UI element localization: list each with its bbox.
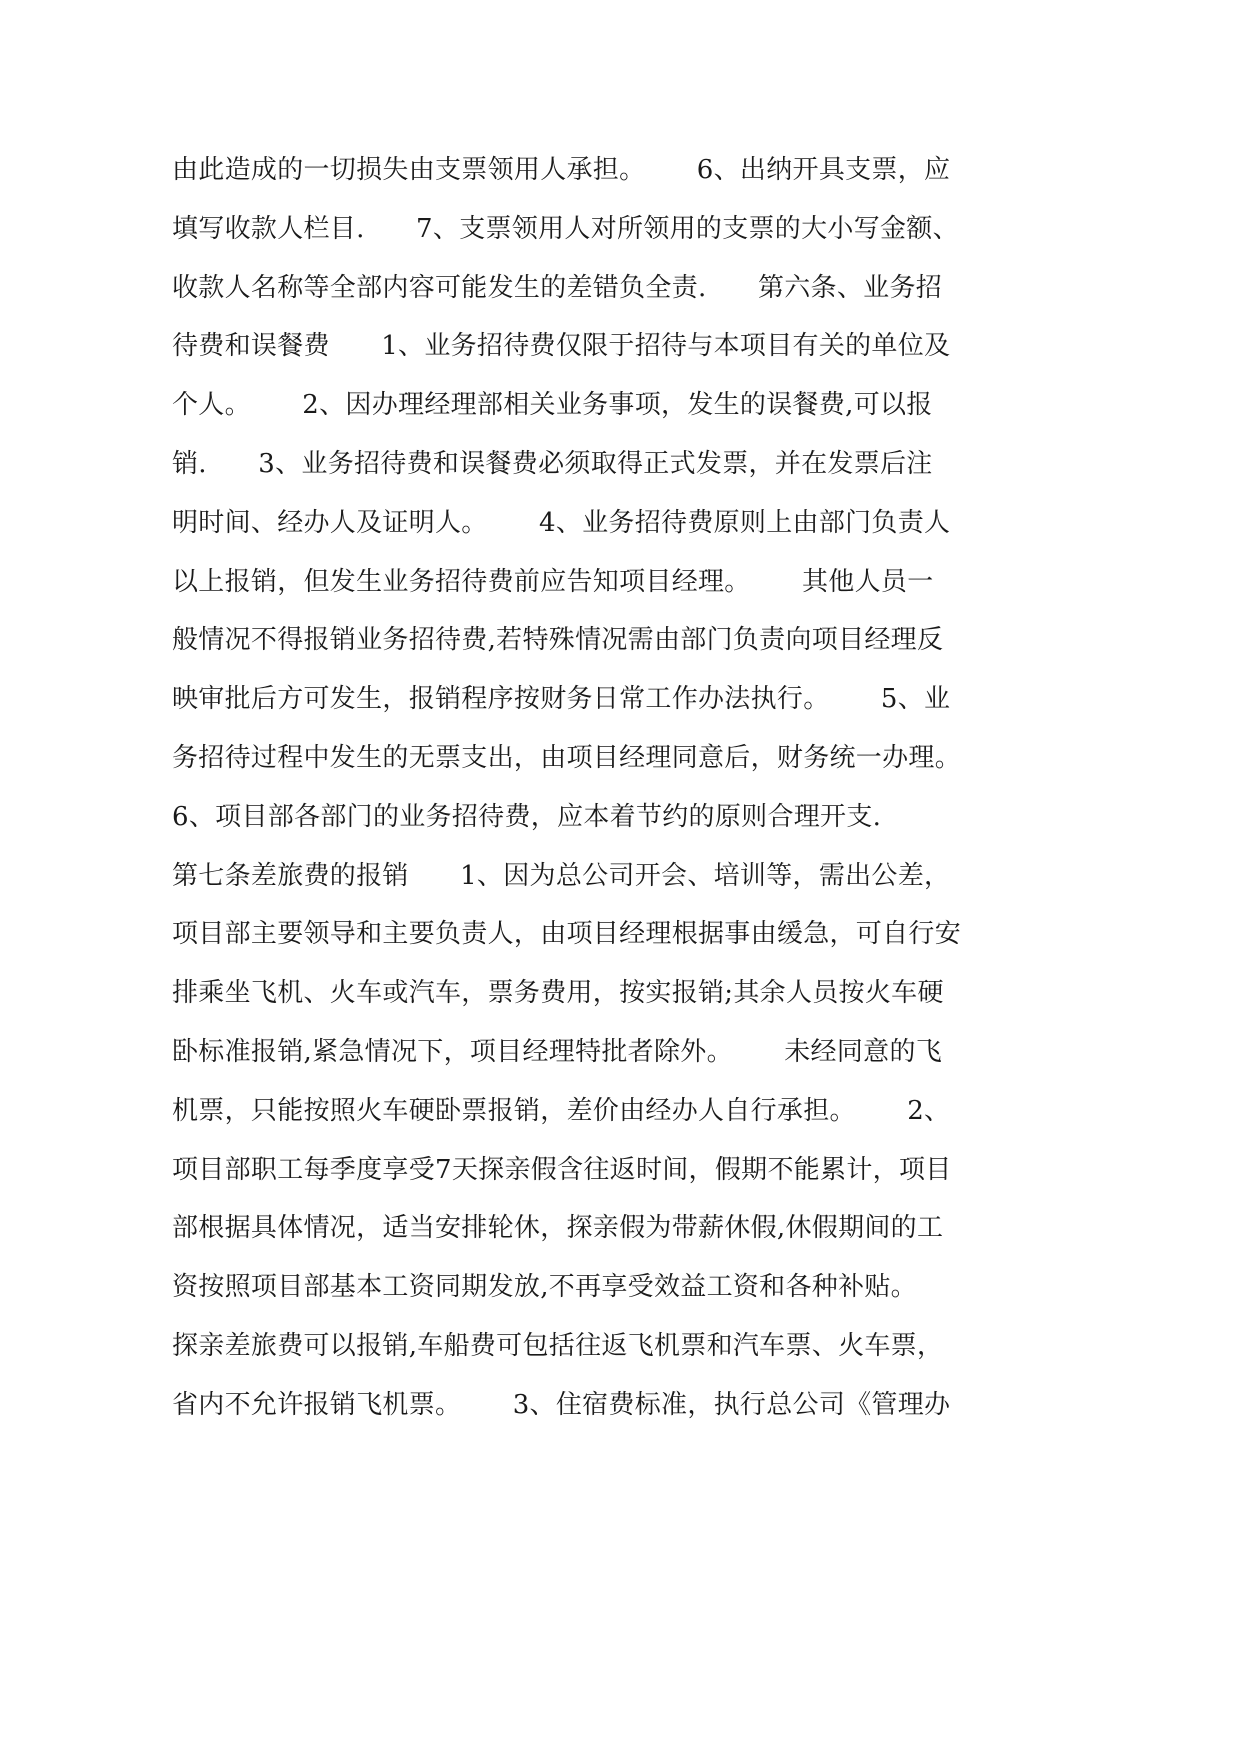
text-line: 项目部主要领导和主要负责人，由项目经理根据事由缓急，可自行安 xyxy=(172,919,962,950)
text-line: 项目部职工每季度享受7天探亲假含往返时间，假期不能累计，项目 xyxy=(172,1154,952,1185)
text-line: 般情况不得报销业务招待费,若特殊情况需由部门负责向项目经理反 xyxy=(172,625,944,656)
text-line: 排乘坐飞机、火车或汽车，票务费用，按实报销;其余人员按火车硬 xyxy=(172,978,944,1009)
text-line: 以上报销，但发生业务招待费前应告知项目经理。 其他人员一 xyxy=(172,566,934,597)
text-line: 资按照项目部基本工资同期发放,不再享受效益工资和各种补贴。 xyxy=(172,1272,917,1303)
text-line: 第七条差旅费的报销 1、因为总公司开会、培训等，需出公差， xyxy=(172,860,951,891)
text-line: 机票，只能按照火车硬卧票报销，差价由经办人自行承担。 2、 xyxy=(172,1095,951,1126)
document-body xyxy=(172,141,962,1435)
text-line: 待费和误餐费 1、业务招待费仅限于招待与本项目有关的单位及 xyxy=(172,331,951,362)
text-line: 卧标准报销,紧急情况下，项目经理特批者除外。 未经同意的飞 xyxy=(172,1036,943,1067)
text-line: 6、项目部各部门的业务招待费，应本着节约的原则合理开支. xyxy=(172,801,882,832)
text-line: 探亲差旅费可以报销,车船费可包括往返飞机票和汽车票、火车票， xyxy=(172,1330,944,1361)
text-line: 务招待过程中发生的无票支出，由项目经理同意后，财务统一办理。 xyxy=(172,742,962,773)
text-line: 填写收款人栏目. 7、支票领用人对所领用的支票的大小写金额、 xyxy=(172,213,959,244)
text-line: 个人。 2、因办理经理部相关业务事项，发生的误餐费,可以报 xyxy=(172,390,933,421)
text-line: 映审批后方可发生，报销程序按财务日常工作办法执行。 5、业 xyxy=(172,684,951,715)
text-line: 省内不允许报销飞机票。 3、住宿费标准，执行总公司《管理办 xyxy=(172,1389,951,1420)
text-line: 收款人名称等全部内容可能发生的差错负全责. 第六条、业务招 xyxy=(172,272,943,303)
text-line: 销. 3、业务招待费和误餐费必须取得正式发票，并在发票后注 xyxy=(172,448,933,479)
text-line: 明时间、经办人及证明人。 4、业务招待费原则上由部门负责人 xyxy=(172,507,951,538)
text-line: 部根据具体情况，适当安排轮休，探亲假为带薪休假,休假期间的工 xyxy=(172,1213,944,1244)
text-line: 由此造成的一切损失由支票领用人承担。 6、出纳开具支票，应 xyxy=(172,155,951,185)
